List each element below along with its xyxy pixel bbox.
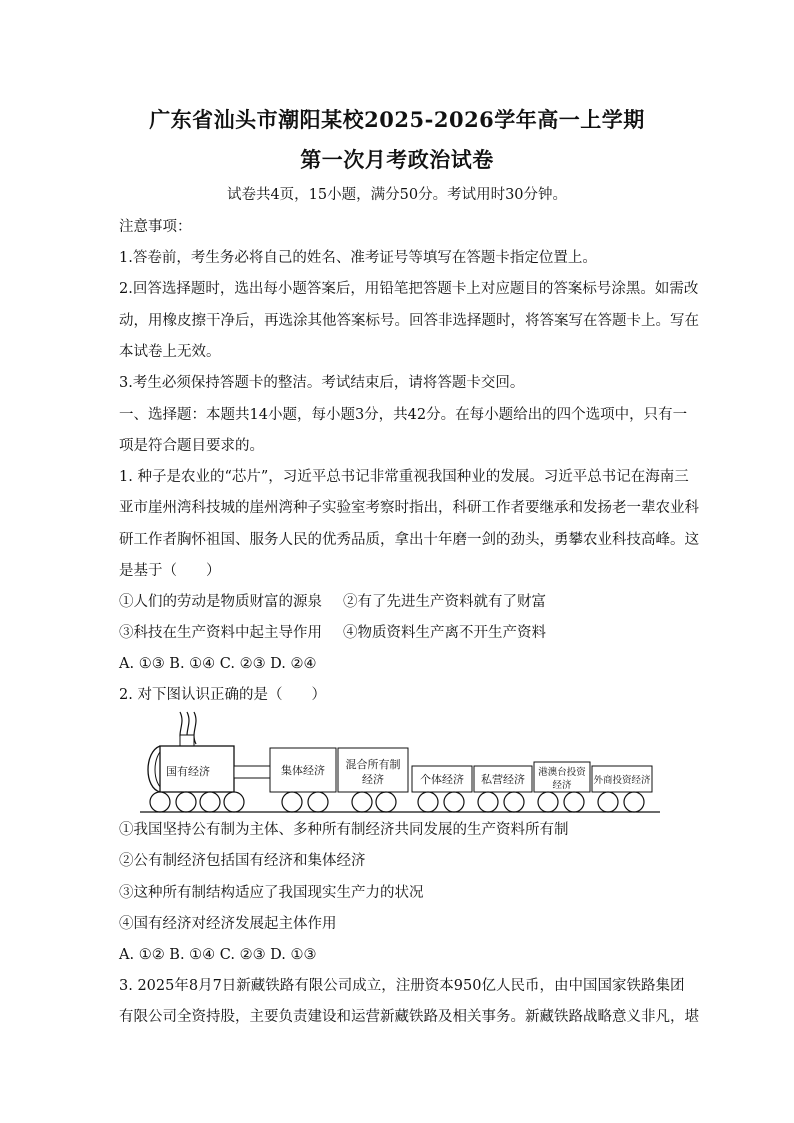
wheel-icon <box>200 792 220 812</box>
wheel-icon <box>444 792 464 812</box>
section-heading-cont: 项是符合题目要求的。 <box>119 438 264 454</box>
car-label-mixed-2: 经济 <box>362 773 384 786</box>
wheel-icon <box>176 792 196 812</box>
train-diagram <box>140 708 660 816</box>
notice-item: 3.考生必须保持答题卡的整洁。考试结束后，请将答题卡交回。 <box>119 375 525 391</box>
car-label-foreign: 外商投资经济 <box>593 775 651 786</box>
q1-stem: 研工作者胸怀祖国、服务人民的优秀品质，拿出十年磨一剑的劲头，勇攀农业科技高峰。这 <box>119 532 699 548</box>
chimney <box>180 735 194 746</box>
wheel-icon <box>150 792 170 812</box>
q1-options-row <box>119 623 675 643</box>
q1-option: ④物质资料生产离不开生产资料 <box>343 625 546 641</box>
q1-option: ①人们的劳动是物质财富的源泉 <box>119 594 322 610</box>
notice-item: 动，用橡皮擦干净后，再选涂其他答案标号。回答非选择题时，将答案写在答题卡上。写在 <box>119 313 699 329</box>
q2-stem: 2. 对下图认识正确的是（ ） <box>119 687 326 703</box>
q1-option: ③科技在生产资料中起主导作用 <box>119 625 322 641</box>
wheel-icon <box>418 792 438 812</box>
q2-option: ③这种所有制结构适应了我国现实生产力的状况 <box>119 885 424 901</box>
wheel-icon <box>504 792 524 812</box>
q1-stem: 是基于（ ） <box>119 563 221 579</box>
q1-options-row <box>119 592 675 612</box>
car-label-individual: 个体经济 <box>420 773 464 786</box>
q2-option: ②公有制经济包括国有经济和集体经济 <box>119 853 366 869</box>
wheel-icon <box>376 792 396 812</box>
wheels <box>150 792 644 812</box>
q3-stem: 有限公司全资持股，主要负责建设和运营新藏铁路及相关事务。新藏铁路战略意义非凡，堪 <box>119 1009 699 1025</box>
wheel-icon <box>224 792 244 812</box>
q1-stem: 1. 种子是农业的“芯片”，习近平总书记非常重视我国种业的发展。习近平总书记在海南三 <box>119 469 689 485</box>
coupler <box>234 766 270 778</box>
car-label-collective: 集体经济 <box>281 764 325 777</box>
wheel-icon <box>564 792 584 812</box>
car-label-mixed: 混合所有制 <box>345 758 401 771</box>
wheel-icon <box>538 792 558 812</box>
notice-item: 本试卷上无效。 <box>119 344 221 360</box>
wheel-icon <box>598 792 618 812</box>
q3-stem: 3. 2025年8月7日新藏铁路有限公司成立，注册资本950亿人民币，由中国国家铁路集团 <box>119 978 685 994</box>
q1-answers: A. ①③ B. ①④ C. ②③ D. ②④ <box>119 656 317 672</box>
wheel-icon <box>352 792 372 812</box>
exam-info: 试卷共4页，15小题，满分50分。考试用时30分钟。 <box>226 187 568 203</box>
q1-stem: 亚市崖州湾科技城的崖州湾种子实验室考察时指出，科研工作者要继承和发扬老一辈农业科 <box>119 500 699 516</box>
q2-option: ①我国坚持公有制为主体、多种所有制经济共同发展的生产资料所有制 <box>119 822 569 838</box>
notice-item: 2.回答选择题时，选出每小题答案后，用铅笔把答题卡上对应题目的答案标号涂黑。如需改 <box>119 281 699 297</box>
section-heading: 一、选择题：本题共14小题，每小题3分，共42分。在每小题给出的四个选项中，只有一 <box>119 407 688 423</box>
title-line-1: 广东省汕头市潮阳某校2025-2026学年高一上学期 <box>149 107 645 132</box>
wheel-icon <box>478 792 498 812</box>
notice-item: 1.答卷前，考生务必将自己的姓名、准考证号等填写在答题卡指定位置上。 <box>119 250 597 266</box>
locomotive-front <box>148 746 160 792</box>
wheel-icon <box>308 792 328 812</box>
car-label-state: 国有经济 <box>166 765 210 778</box>
q2-answers: A. ①② B. ①④ C. ②③ D. ①③ <box>119 947 317 963</box>
car-label-private: 私营经济 <box>481 773 525 786</box>
q2-option: ④国有经济对经济发展起主体作用 <box>119 916 337 932</box>
car-label-hmt: 港澳台投资 <box>538 767 586 778</box>
car-label-hmt-2: 经济 <box>552 780 572 791</box>
wheel-icon <box>282 792 302 812</box>
q1-option: ②有了先进生产资料就有了财富 <box>343 594 546 610</box>
wheel-icon <box>624 792 644 812</box>
notice-heading: 注意事项： <box>119 219 192 235</box>
title-line-2: 第一次月考政治试卷 <box>300 147 494 172</box>
